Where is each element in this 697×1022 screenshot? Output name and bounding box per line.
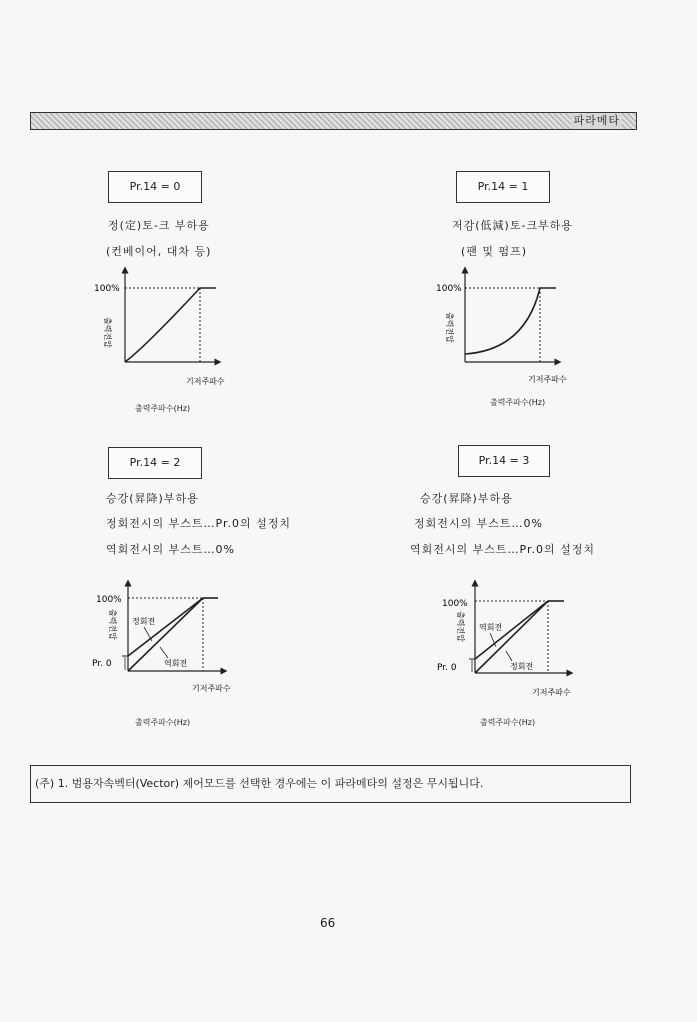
pr14-1-label: Pr.14 = 1 [477,180,529,193]
pr14-2-desc-line2: 정회전시의 부스트…Pr.0의 설정치 [106,517,291,530]
pr14-2-label: Pr.14 = 2 [129,456,181,469]
y-axis-label: 출력전압 [445,312,454,343]
forward-pointer [506,651,512,661]
x-axis-label: 기저주파수 [186,377,225,386]
pr14-3-label: Pr.14 = 3 [478,454,530,467]
forward-boost-line [128,598,203,656]
pr14-2-desc-line3: 역회전시의 부스트…0% [106,543,235,556]
pr14-1-label-box [456,171,550,203]
pr14-0-graph-caption: 출력주파수(Hz) [135,404,191,413]
pr14-3-vf-graph [432,575,602,705]
x-axis-label: 기저주파수 [532,688,571,697]
section-title: 파라메타 [573,114,620,127]
note-text: (주) 1. 범용자속벡터(Vector) 제어모드를 선택한 경우에는 이 파라메타의 설정은 무시됩니다. [35,777,484,790]
pr14-0-label-box [108,171,202,203]
boost-label: Pr. 0 [437,663,457,673]
y-top-label: 100% [94,284,120,294]
pr14-3-graph-caption: 출력주파수(Hz) [480,718,536,727]
pr14-2-label-box [108,447,202,479]
forward-pointer [144,627,152,641]
y-top-label: 100% [436,284,462,294]
pr14-1-desc-line1: 저감(低減)토-크부하용 [452,219,573,232]
pr14-0-desc-line1: 정(定)토-크 부하용 [108,219,210,232]
pr14-2-vf-graph [88,575,258,705]
pr14-3-desc-line2: 정회전시의 부스트…0% [414,517,543,530]
y-axis-label: 출력전압 [108,609,117,640]
pr14-1-graph-caption: 출력주파수(Hz) [490,398,546,407]
page-number: 66 [320,916,336,930]
y-axis-label: 출력전압 [456,611,465,642]
pr14-0-vf-graph [90,262,250,422]
boost-label: Pr. 0 [92,659,112,669]
y-top-label: 100% [442,599,468,609]
pr14-3-desc-line3: 역회전시의 부스트…Pr.0의 설정치 [410,543,595,556]
x-axis-label: 기저주파수 [192,684,231,693]
x-axis-label: 기저주파수 [528,375,567,384]
note-box [30,765,631,803]
forward-label: 정회전 [510,662,534,671]
pr14-2-graph-caption: 출력주파수(Hz) [135,718,191,727]
reverse-label: 역회전 [479,623,503,632]
reverse-label: 역회전 [164,659,188,668]
pr14-3-desc-line1: 승강(昇降)부하용 [420,492,513,505]
pr14-0-desc-line2: (컨베이어, 대차 등) [106,245,212,258]
pr14-3-label-box [458,445,550,477]
pr14-1-desc-line2: (팬 및 펌프) [461,245,528,258]
vf-curve [125,288,216,362]
forward-label: 정회전 [132,617,156,626]
vf-curve [465,288,556,354]
pr14-0-label: Pr.14 = 0 [129,180,181,193]
pr14-2-desc-line1: 승강(昇降)부하용 [106,492,199,505]
y-top-label: 100% [96,595,122,605]
section-header-bar [30,112,637,130]
y-axis-label: 출력전압 [103,317,112,348]
reverse-pointer [160,647,168,658]
